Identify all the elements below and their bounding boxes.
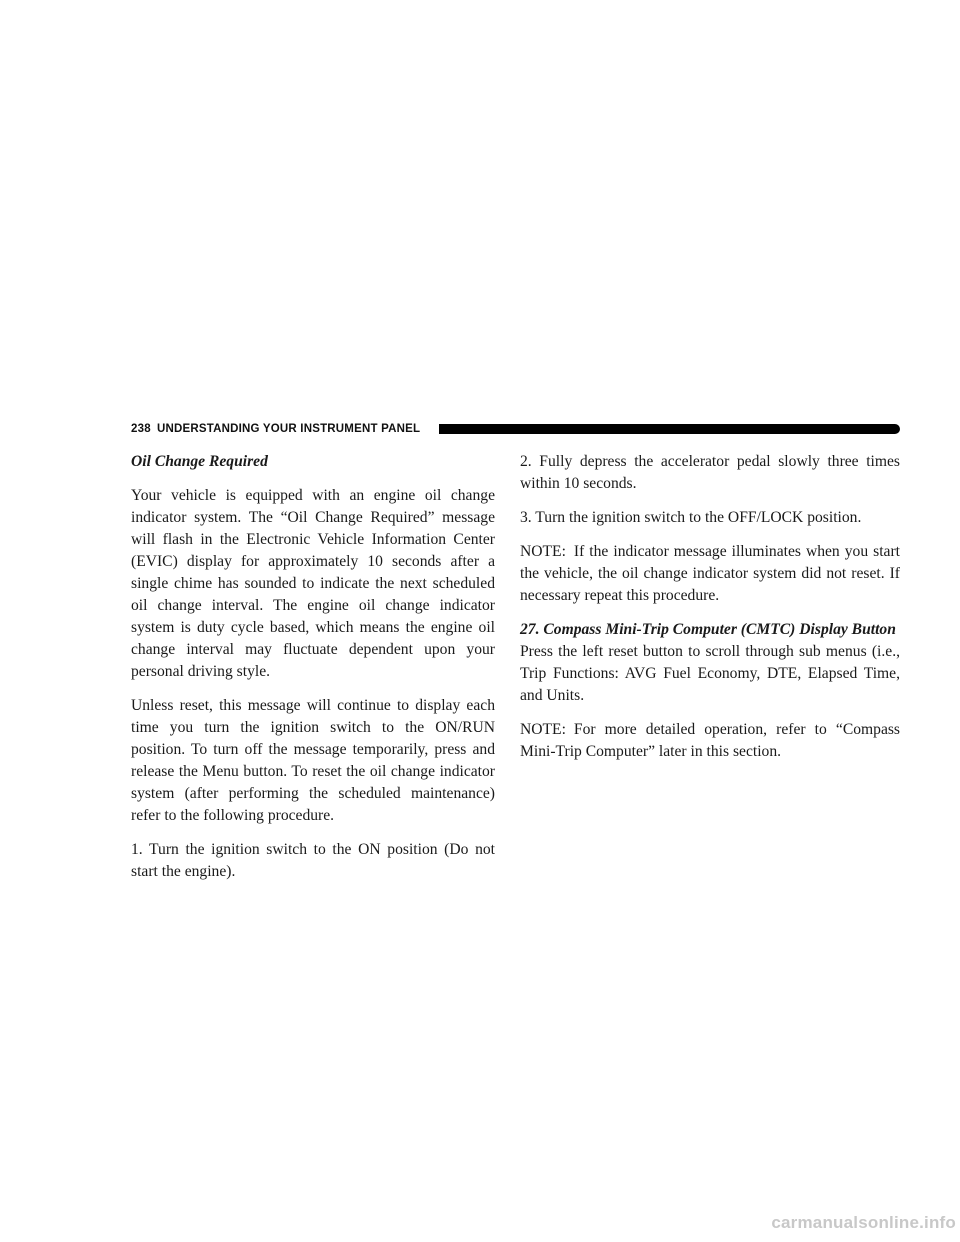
note-detailed bbox=[520, 719, 900, 763]
header-rule bbox=[439, 424, 900, 434]
page-number: 238 bbox=[131, 423, 151, 435]
oil-change-heading: Oil Change Required bbox=[131, 453, 268, 470]
section-title: UNDERSTANDING YOUR INSTRUMENT PANEL bbox=[157, 423, 421, 435]
oil-change-paragraph-1: Your vehicle is equipped with an engine oil change indicator system. The “Oil Change Required” message will flash in the Electronic Vehicle Information Center (EVIC) display for approximately 10 seconds after a single chime has sounded to indicate the next scheduled oil change interval. The engine oil change indicator system is duty cycle based, which means the engine oil change interval may fluctuate dependent upon your personal driving style. bbox=[131, 487, 495, 680]
note-label: NOTE: bbox=[520, 721, 566, 738]
cmtc-paragraph: Press the left reset button to scroll through sub menus (i.e., Trip Functions: AVG Fuel Economy, DTE, Elapsed Time, and Units. bbox=[520, 643, 900, 704]
watermark: carmanualsonline.info bbox=[771, 1213, 956, 1232]
note-label: NOTE: bbox=[520, 543, 566, 560]
procedure-step-3: 3. Turn the ignition switch to the OFF/LOCK position. bbox=[520, 509, 862, 526]
procedure-step-2: 2. Fully depress the accelerator pedal slowly three times within 10 seconds. bbox=[520, 453, 900, 492]
cmtc-heading: 27. Compass Mini-Trip Computer (CMTC) Display Button bbox=[520, 621, 896, 638]
note-text: If the indicator message illuminates when you start the vehicle, the oil change indicator system did not reset. If necessary repeat this procedure. bbox=[520, 543, 900, 604]
right-column bbox=[520, 451, 900, 775]
oil-change-paragraph-2: Unless reset, this message will continue to display each time you turn the ignition switch to the ON/RUN position. To turn off the message temporarily, press and release the Menu button. To reset the oil change indicator system (after performing the scheduled maintenance) refer to the following procedure. bbox=[131, 697, 495, 824]
note-reset bbox=[520, 541, 900, 607]
note-text: For more detailed operation, refer to “Compass Mini-Trip Computer” later in this section. bbox=[520, 721, 900, 760]
left-column bbox=[131, 451, 495, 895]
page-header bbox=[131, 421, 900, 437]
procedure-step-1: 1. Turn the ignition switch to the ON position (Do not start the engine). bbox=[131, 841, 495, 880]
